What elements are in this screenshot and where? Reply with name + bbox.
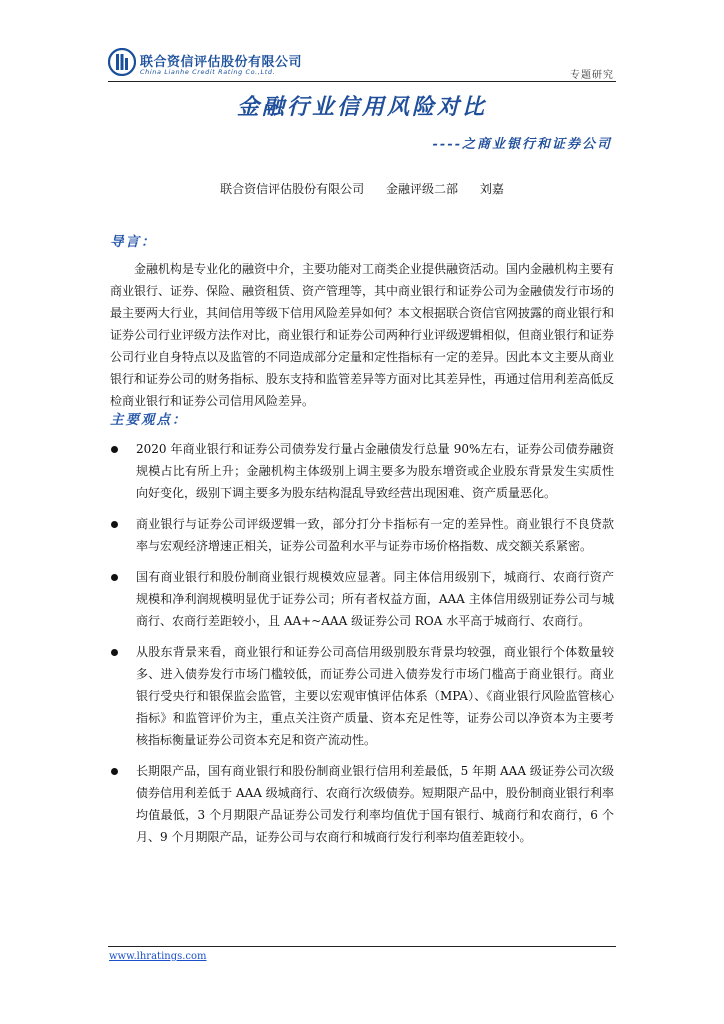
- key-point-text: 长期限产品，国有商业银行和股份制商业银行信用利差最低，5 年期 AAA 级证券公司次级债券信用利差低于 AAA 级城商行、农商行次级债券。短期限产品中，股份制商业银行利率均值最低，3 个月期限产品证券公司发行利率均值优于国有银行、城商行和农商行，6 个月、9 个月期限产品，证券公司与农商行和城商行发行利率均值差距较小。: [136, 764, 614, 844]
- key-points-heading: 主要观点：: [110, 412, 188, 428]
- section-label: 专题研究: [570, 70, 614, 81]
- key-point-text: 从股东背景来看，商业银行和证券公司高信用级别股东背景均较强，商业银行个体数量较多、进入债券发行市场门槛较低，而证券公司进入债券发行市场门槛高于商业银行。商业银行受央行和银保监会监管，主要以宏观审慎评估体系（MPA）、《商业银行风险监管核心指标》和监管评价为主，重点关注资产质量、资本充足性等，证券公司以净资本为主要考核指标衡量证券公司资本充足和资产流动性。: [136, 645, 614, 747]
- key-point-text: 国有商业银行和股份制商业银行规模效应显著。同主体信用级别下，城商行、农商行资产规模和净利润规模明显优于证券公司；所有者权益方面，AAA 主体信用级别证券公司与城商行、农商行差距较小，且 AA+~AAA 级证券公司 ROA 水平高于城商行、农商行。: [136, 570, 614, 628]
- key-point-item: [110, 566, 614, 632]
- key-point-item: [110, 438, 614, 504]
- key-point-item: [110, 641, 614, 751]
- intro-heading: 导言：: [110, 234, 157, 250]
- bullet-icon: [111, 446, 118, 453]
- key-point-item: [110, 760, 614, 848]
- byline: [0, 180, 724, 197]
- key-points-list: [110, 438, 614, 857]
- byline-author: 刘嘉: [479, 182, 504, 196]
- bullet-icon: [111, 521, 118, 528]
- byline-org: 联合资信评估股份有限公司: [220, 182, 365, 196]
- key-point-item: [110, 513, 614, 557]
- document-title: 金融行业信用风险对比: [236, 94, 487, 120]
- document-subtitle: ----之商业银行和证券公司: [432, 137, 612, 152]
- bullet-icon: [111, 768, 118, 775]
- byline-dept: 金融评级二部: [385, 182, 458, 196]
- lianhe-logo-icon: [108, 48, 136, 76]
- company-name-cn: 联合资信评估股份有限公司: [140, 55, 303, 70]
- key-point-text: 商业银行与证券公司评级逻辑一致，部分打分卡指标有一定的差异性。商业银行不良贷款率与宏观经济增速正相关，证券公司盈利水平与证券市场价格指数、成交额关系紧密。: [136, 517, 614, 553]
- page-header: [108, 44, 616, 82]
- bullet-icon: [111, 574, 118, 581]
- footer-website-link[interactable]: www.lhratings.com: [109, 951, 207, 962]
- header-divider: [108, 81, 616, 82]
- company-name-en: China Lianhe Credit Rating Co.,Ltd.: [140, 68, 276, 76]
- intro-paragraph: 金融机构是专业化的融资中介，主要功能对工商类企业提供融资活动。国内金融机构主要有商业银行、证券、保险、融资租赁、资产管理等，其中商业银行和证券公司为金融债发行市场的最主要两大行业，其间信用等级下信用风险差异如何？本文根据联合资信官网披露的商业银行和证券公司行业评级方法作对比，商业银行和证券公司两种行业评级逻辑相似，但商业银行和证券公司行业自身特点以及监管的不同造成部分定量和定性指标有一定的差异。因此本文主要从商业银行和证券公司的财务指标、股东支持和监管差异等方面对比其差异性，再通过信用利差高低反检商业银行和证券公司信用风险差异。: [110, 262, 615, 408]
- footer-divider: [108, 946, 616, 947]
- bullet-icon: [111, 649, 118, 656]
- key-point-text: 2020 年商业银行和证券公司债券发行量占金融债发行总量 90%左右，证券公司债券融资规模占比有所上升；金融机构主体级别上调主要多为股东增资或企业股东背景发生实质性向好变化，级别下调主要多为股东结构混乱导致经营出现困难、资产质量恶化。: [136, 442, 614, 500]
